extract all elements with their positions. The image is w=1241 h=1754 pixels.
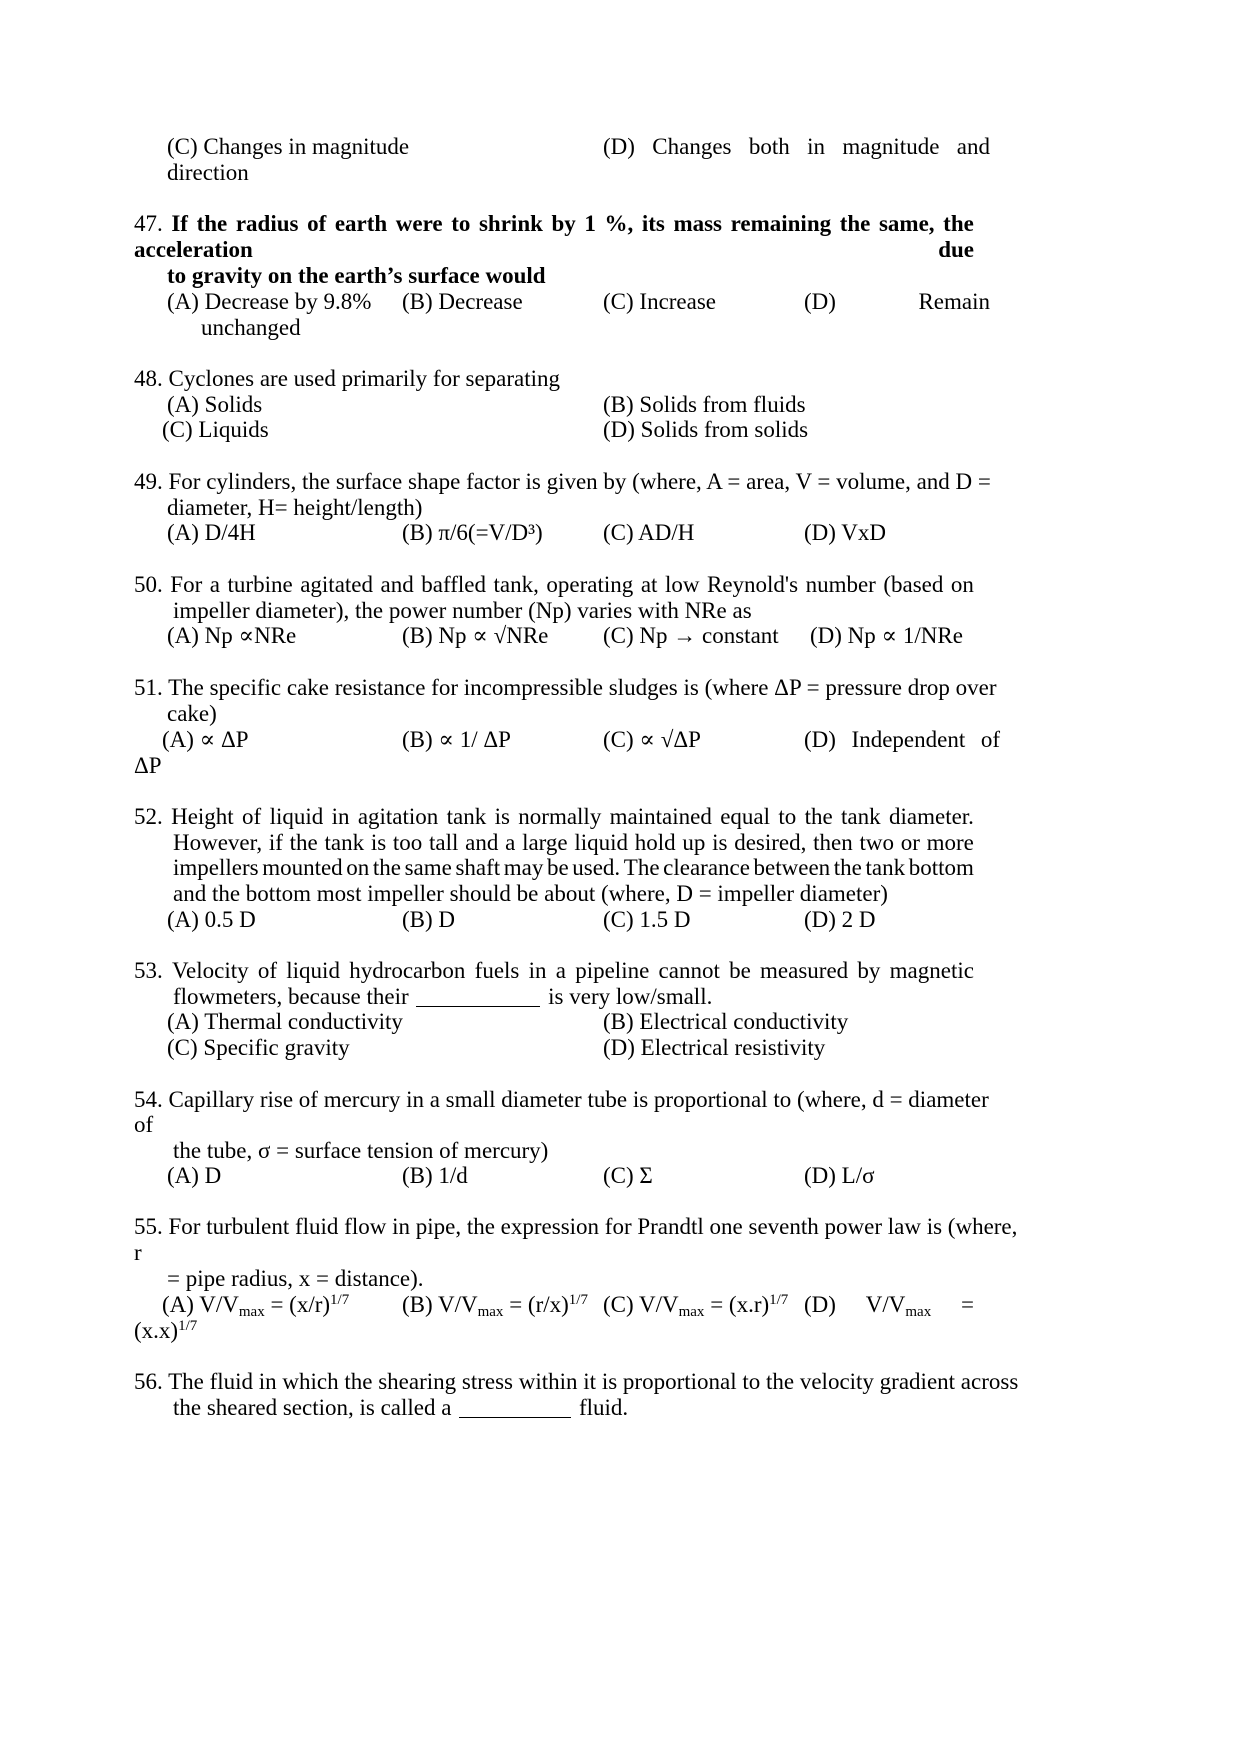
q53-stem-line2: flowmeters, because their is very low/small. xyxy=(173,984,713,1009)
answer-blank xyxy=(416,986,540,1007)
q55-option-a: (A) $V/V_{max} = (x/r)^{1/7}$ xyxy=(162,1292,350,1320)
q48-option-a: (A) Solids xyxy=(167,392,263,417)
q52-stem-line1: 52. Height of liquid in agitation tank is normally maintained equal to the tank diameter. xyxy=(134,804,974,829)
q49-stem-line1: 49. For cylinders, the surface shape factor is given by (where, A = area, V = volume, and D = xyxy=(134,469,991,494)
q49-option-b: (B) π/6(=V/D³) xyxy=(402,520,543,545)
q53-option-d: (D) Electrical resistivity xyxy=(603,1035,826,1060)
answer-blank xyxy=(459,1397,571,1418)
q49-option-d: (D) VxD xyxy=(804,520,886,545)
q51-option-d: (D) Independent of xyxy=(804,727,1000,752)
q53-option-b: (B) Electrical conductivity xyxy=(603,1009,849,1034)
q48-option-d: (D) Solids from solids xyxy=(603,417,809,442)
q46-option-d: (D) Changes both in magnitude and xyxy=(603,134,990,159)
q54-option-d: (D) L/σ xyxy=(804,1163,875,1188)
q51-option-c: (C) ∝ √ΔP xyxy=(603,727,701,752)
q50-option-c: (C) Np → constant xyxy=(603,623,779,648)
q52-stem-line4: and the bottom most impeller should be about (where, D = impeller diameter) xyxy=(173,881,888,906)
q47-option-c: (C) Increase xyxy=(603,289,717,314)
q55-stem-line1: 55. For turbulent fluid flow in pipe, the expression for Prandtl one seventh power law is (where, xyxy=(134,1214,1018,1239)
q54-option-c: (C) Σ xyxy=(603,1163,653,1188)
q49-stem-line2: diameter, H= height/length) xyxy=(167,495,423,520)
q52-stem-line2: However, if the tank is too tall and a large liquid hold up is desired, then two or more xyxy=(173,830,974,855)
q54-stem-line3: the tube, σ = surface tension of mercury) xyxy=(173,1138,549,1163)
q55-stem-line3: = pipe radius, x = distance). xyxy=(167,1266,424,1291)
q54-stem-line2: of xyxy=(134,1112,154,1137)
q51-option-a: (A) ∝ ΔP xyxy=(162,727,249,752)
q48-option-b: (B) Solids from fluids xyxy=(603,392,806,417)
q55-option-d-continuation: $(x.x)^{1/7}$ xyxy=(134,1318,198,1343)
q56-stem-line2: the sheared section, is called a fluid. xyxy=(173,1395,629,1420)
q55-option-b: (B) $V/V_{max} = (r/x)^{1/7}$ xyxy=(402,1292,588,1320)
q47-option-d-continuation: unchanged xyxy=(201,315,301,340)
q54-option-b: (B) 1/d xyxy=(402,1163,468,1188)
q55-option-d: (D) $V/V_{max}$ = xyxy=(804,1292,974,1320)
q51-stem-line2: cake) xyxy=(167,701,217,726)
q52-option-c: (C) 1.5 D xyxy=(603,907,691,932)
q52-option-b: (B) D xyxy=(402,907,456,932)
q53-option-a: (A) Thermal conductivity xyxy=(167,1009,403,1034)
q51-option-d-continuation: ΔP xyxy=(134,753,162,778)
q52-option-d: (D) 2 D xyxy=(804,907,876,932)
q55-stem-line2: r xyxy=(134,1240,142,1265)
q51-stem-line1: 51. The specific cake resistance for incompressible sludges is (where ΔP = pressure drop over xyxy=(134,675,997,700)
q48-option-c: (C) Liquids xyxy=(162,417,269,442)
q56-stem-line1: 56. The fluid in which the shearing stress within it is proportional to the velocity gradient across xyxy=(134,1369,1019,1394)
q54-option-a: (A) D xyxy=(167,1163,222,1188)
q54-stem-line1: 54. Capillary rise of mercury in a small diameter tube is proportional to (where, d = diameter xyxy=(134,1087,989,1112)
q47-option-b: (B) Decrease xyxy=(402,289,523,314)
q49-option-c: (C) AD/H xyxy=(603,520,695,545)
q46-option-d-continuation: direction xyxy=(167,160,249,185)
q51-option-b: (B) ∝ 1/ ΔP xyxy=(402,727,511,752)
q53-stem-line1: 53. Velocity of liquid hydrocarbon fuels in a pipeline cannot be measured by magnetic xyxy=(134,958,974,983)
q50-option-a: (A) Np ∝NRe xyxy=(167,623,297,648)
q47-stem-line2: acceleration due xyxy=(134,237,974,262)
q47-stem-line1: 47. If the radius of earth were to shrink by 1 %, its mass remaining the same, the xyxy=(134,211,974,236)
q50-stem-line2: impeller diameter), the power number (Np) varies with NRe as xyxy=(173,598,752,623)
q50-stem-line1: 50. For a turbine agitated and baffled tank, operating at low Reynold's number (based on xyxy=(134,572,974,597)
q52-stem-line3: impellers mounted on the same shaft may be used. The clearance between the tank bottom xyxy=(173,855,974,880)
q52-option-a: (A) 0.5 D xyxy=(167,907,256,932)
q50-option-b: (B) Np ∝ √NRe xyxy=(402,623,549,648)
q48-stem: 48. Cyclones are used primarily for separating xyxy=(134,366,561,391)
q46-option-c: (C) Changes in magnitude xyxy=(167,134,410,159)
q50-option-d: (D) Np ∝ 1/NRe xyxy=(810,623,963,648)
q53-option-c: (C) Specific gravity xyxy=(167,1035,350,1060)
q47-stem-line3: to gravity on the earth’s surface would xyxy=(167,263,546,288)
q47-option-a: (A) Decrease by 9.8% xyxy=(167,289,372,314)
q49-option-a: (A) D/4H xyxy=(167,520,256,545)
q55-option-c: (C) $V/V_{max} = (x.r)^{1/7}$ xyxy=(603,1292,789,1320)
q47-option-d: (D) Remain xyxy=(804,289,990,314)
